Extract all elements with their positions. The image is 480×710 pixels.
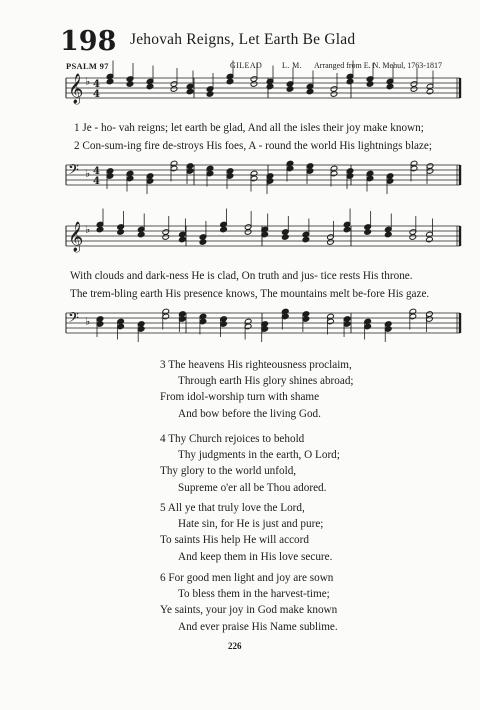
note-head xyxy=(364,229,372,236)
time-signature-top: 4 xyxy=(93,166,100,177)
note-head xyxy=(327,239,335,246)
note-head xyxy=(170,86,178,93)
bass-clef-icon: 𝄢 xyxy=(68,310,79,330)
bass-clef-icon: 𝄢 xyxy=(68,162,79,182)
stanza-line: To saints His help He will accord xyxy=(160,534,309,547)
stanza-line: Thy glory to the world unfold, xyxy=(160,465,297,478)
lyric-line-3: With clouds and dark-ness He is clad, On truth and jus- tice rests His throne. xyxy=(70,270,413,282)
note-head xyxy=(306,88,314,95)
lyric-line-4: The trem-bling earth His presence knows, The mountains melt be-fore His gaze. xyxy=(70,288,430,300)
stanza-4 xyxy=(160,431,340,496)
hymn-title: Jehovah Reigns, Let Earth Be Glad xyxy=(130,31,356,48)
note-head xyxy=(302,236,310,243)
note-head xyxy=(96,226,104,233)
stanza-line: Through earth His glory shines abroad; xyxy=(178,375,354,388)
stanza-5 xyxy=(160,500,332,565)
stanza-line: Thy judgments in the earth, O Lord; xyxy=(178,449,340,462)
note-head xyxy=(386,83,394,90)
stanza-line: Ye saints, your joy in God make known xyxy=(160,604,338,617)
note-head xyxy=(426,236,434,243)
stanza-line: And bow before the living God. xyxy=(178,407,321,420)
lyric-line-2: 2 Con-sum-ing fire de-stroys His foes, A - round the world His lightnings blaze; xyxy=(74,140,432,152)
lyric-line-1: 1 Je - ho- vah reigns; let earth be glad, And all the isles their joy make known; xyxy=(74,122,424,134)
note-head xyxy=(186,88,194,95)
note-head xyxy=(226,78,234,85)
note-head xyxy=(146,83,154,90)
note-head xyxy=(206,91,214,98)
note-head xyxy=(117,229,125,236)
note-head xyxy=(384,231,392,238)
note-head xyxy=(137,231,145,238)
tune-meter: L. M. xyxy=(282,61,302,70)
note-head xyxy=(179,236,187,243)
note-head xyxy=(426,88,434,95)
note-head xyxy=(162,234,170,241)
treble-clef-icon: 𝄞 xyxy=(68,222,84,252)
note-head xyxy=(250,81,258,88)
tune-name: GILEAD xyxy=(230,61,263,70)
stanza-line: 3 The heavens His righteousness proclaim, xyxy=(160,359,352,371)
stanza-3 xyxy=(160,357,354,422)
note-head xyxy=(409,234,417,241)
note-head xyxy=(366,81,374,88)
arrangement-credit: Arranged from E. N. Mehul, 1763-1817 xyxy=(314,61,442,70)
stanza-line: And keep them in His love secure. xyxy=(178,550,333,563)
note-head xyxy=(199,239,207,246)
note-head xyxy=(220,226,228,233)
note-head xyxy=(106,78,114,85)
stanza-line: 5 All ye that truly love the Lord, xyxy=(160,502,305,514)
stanza-line: Supreme o'er all be Thou adored. xyxy=(178,481,327,494)
hymn-number: 198 xyxy=(60,26,117,57)
stanza-line: 6 For good men light and joy are sown xyxy=(160,572,334,584)
note-head xyxy=(410,86,418,93)
note-head xyxy=(346,78,354,85)
note-head xyxy=(266,83,274,90)
flat-key-signature-icon: ♭ xyxy=(85,315,91,328)
time-signature-bottom: 4 xyxy=(93,89,100,100)
note-head xyxy=(282,234,290,241)
stanza-6 xyxy=(160,570,338,635)
stanza-line: 4 Thy Church rejoices to behold xyxy=(160,433,305,445)
page-number: 226 xyxy=(228,641,242,651)
stanza-line: To bless them in the harvest-time; xyxy=(178,588,330,601)
note-head xyxy=(126,81,134,88)
time-signature-bottom: 4 xyxy=(93,176,100,187)
note-head xyxy=(286,86,294,93)
flat-key-signature-icon: ♭ xyxy=(85,167,91,180)
note-head xyxy=(244,229,252,236)
stanza-line: And ever praise His Name sublime. xyxy=(178,620,338,633)
flat-key-signature-icon: ♭ xyxy=(85,223,91,236)
psalm-reference: PSALM 97 xyxy=(66,61,109,71)
note-head xyxy=(343,226,351,233)
time-signature-top: 4 xyxy=(93,79,100,90)
note-head xyxy=(330,91,338,98)
stanza-line: From idol-worship turn with shame xyxy=(160,391,320,404)
flat-key-signature-icon: ♭ xyxy=(85,75,91,88)
treble-clef-icon: 𝄞 xyxy=(68,74,84,104)
stanza-line: Hate sin, for He is just and pure; xyxy=(178,518,324,531)
